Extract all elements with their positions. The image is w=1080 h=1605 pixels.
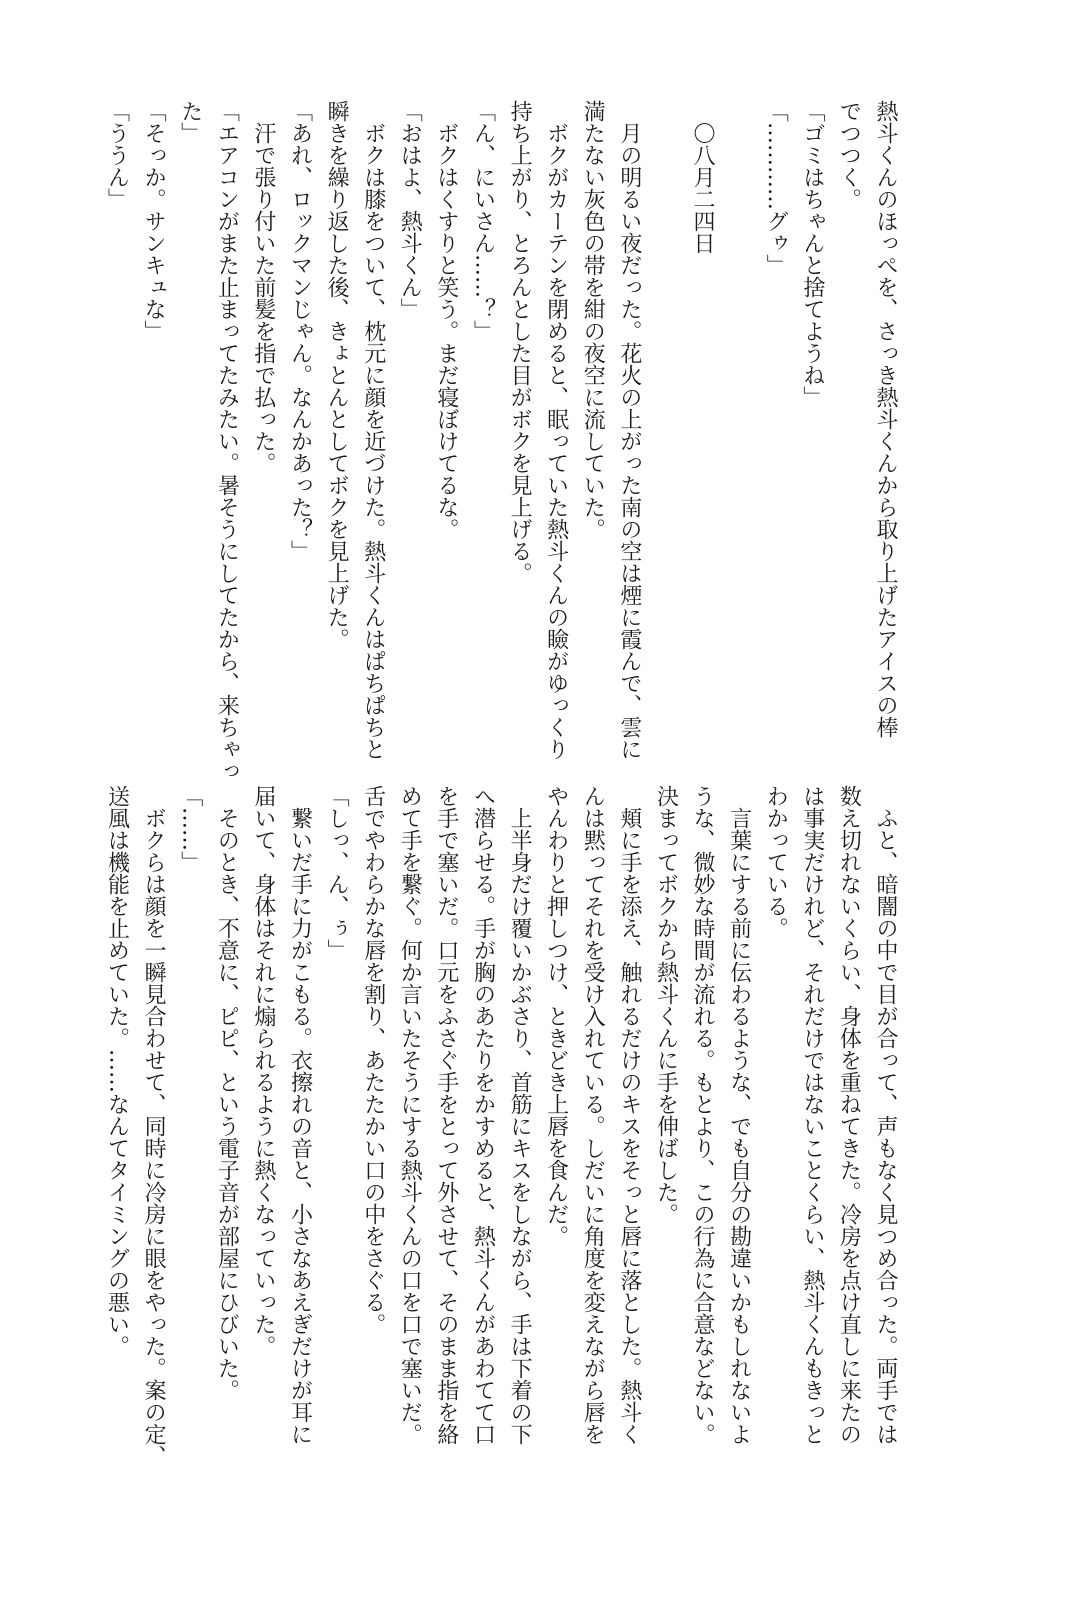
text-line: を手で塞いだ。口元をふさぐ手をとって外させて、そのまま指を絡: [433, 785, 459, 1445]
text-line: 〇八月二四日: [690, 100, 716, 254]
text-line: ボクらは顔を一瞬見合わせて、同時に冷房に眼をやった。案の定、: [141, 785, 167, 1467]
text-line: 「そっか。サンキュな」: [141, 100, 167, 342]
text-line: [647, 100, 684, 770]
text-line: へ潜らせる。手が胸のあたりをかすめると、熱斗くんがあわてて口: [470, 785, 496, 1445]
text-line: 満たない灰色の帯を紺の夜空に流していた。: [580, 100, 606, 540]
text-line: でつつく。: [836, 100, 862, 210]
text-line: [720, 100, 757, 770]
text-line: ふと、暗闇の中で目が合って、声もなく見つめ合った。両手では: [873, 785, 898, 1445]
text-line: 「しっ、ん、ぅ」: [324, 785, 350, 961]
text-line: 汗で張り付いた前髪を指で払った。: [250, 100, 276, 474]
text-line: 瞬きを繰り返した後、きょとんとしてボクを見上げた。: [324, 100, 350, 650]
text-line: は事実だけれど、それだけではないことくらい、熱斗くんもきっと: [799, 785, 825, 1445]
text-line: 「ううん」: [104, 100, 130, 210]
text-line: 「ゴミはちゃんと捨てようね」: [799, 100, 825, 408]
text-line: 舌でやわらかな唇を割り、あたたかい口の中をさぐる。: [360, 785, 386, 1335]
text-line: 言葉にする前に伝わるような、でも自分の勘違いかもしれないよ: [726, 785, 752, 1445]
text-line: 送風は機能を止めていた。……なんてタイミングの悪い。: [104, 785, 130, 1357]
top-text-block: [98, 100, 903, 782]
text-line: 月の明るい夜だった。花火の上がった南の空は煙に霞んで、雲に: [616, 100, 642, 760]
text-line: 「……」: [177, 785, 203, 873]
text-line: ボクは膝をついて、枕元に顔を近づけた。熱斗くんはぱちぱちと: [360, 100, 386, 760]
text-line: やんわりと押しつけ、ときどき上唇を食んだ。: [543, 785, 569, 1247]
text-line: めて手を繋ぐ。何か言いたそうにする熱斗くんの口を口で塞いだ。: [397, 785, 423, 1445]
text-line: 「エアコンがまた止まってたみたい。暑そうにしてたから、来ちゃっ: [214, 100, 240, 782]
text-line: 持ち上がり、とろんとした目がボクを見上げる。: [507, 100, 533, 584]
text-line: 熱斗くんのほっぺを、さっき熱斗くんから取り上げたアイスの棒: [873, 100, 898, 738]
text-line: そのとき、不意に、ピピ、という電子音が部屋にひびいた。: [214, 785, 240, 1401]
text-line: 数え切れないくらい、身体を重ねてきた。冷房を点け直しに来たの: [836, 785, 862, 1445]
text-line: わかっている。: [763, 785, 789, 939]
text-line: 「あれ、ロックマンじゃん。なんかあった？」: [287, 100, 313, 562]
text-line: ボクはくすりと笑う。まだ寝ぼけてるな。: [433, 100, 459, 540]
text-line: 届いて、身体はそれに煽られるように熱くなっていった。: [250, 785, 276, 1357]
text-line: 繋いだ手に力がこもる。衣擦れの音と、小さなあえぎだけが耳に: [287, 785, 313, 1445]
text-line: 「…………グゥ」: [763, 100, 789, 276]
text-line: 「おはよ、熱斗くん」: [397, 100, 423, 320]
text-line: 上半身だけ覆いかぶさり、首筋にキスをしながら、手は下着の下: [507, 785, 533, 1445]
bottom-text-block: [98, 785, 903, 1485]
text-line: 頬に手を添え、触れるだけのキスをそっと唇に落とした。熱斗く: [616, 785, 642, 1445]
text-line: 「ん、にいさん……？」: [470, 100, 496, 342]
text-line: うな、微妙な時間が流れる。もとより、この行為に合意などない。: [690, 785, 716, 1445]
text-line: んは黙ってそれを受け入れている。しだいに角度を変えながら唇を: [580, 785, 606, 1445]
text-line: た」: [177, 100, 203, 144]
text-line: ボクがカーテンを閉めると、眠っていた熱斗くんの瞼がゆっくり: [543, 100, 569, 760]
text-line: 決まってボクから熱斗くんに手を伸ばした。: [653, 785, 679, 1225]
